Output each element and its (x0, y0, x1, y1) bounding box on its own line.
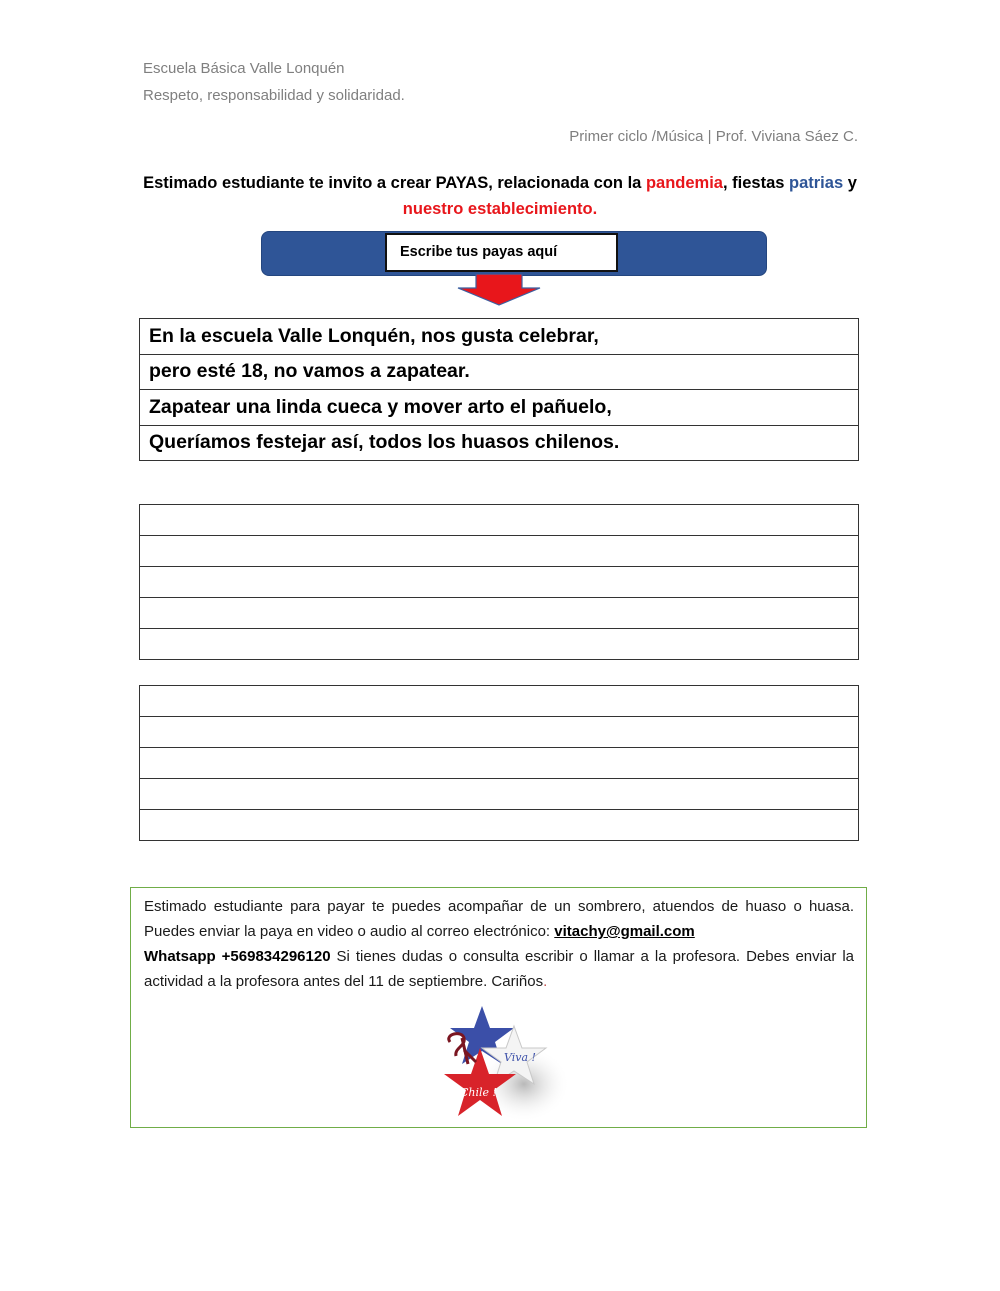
table-row (140, 425, 859, 461)
email-link[interactable]: vitachy@gmail.com (554, 923, 695, 940)
table-row (140, 810, 859, 841)
table-row (140, 686, 859, 717)
table-row (140, 629, 859, 660)
intro-y: y (843, 174, 857, 192)
chile-text: Chile ! (460, 1086, 497, 1099)
school-motto: Respeto, responsabilidad y solidaridad. (143, 87, 405, 104)
table-row (140, 505, 859, 536)
course-info: Primer ciclo /Música | Prof. Viviana Sáez C. (569, 128, 858, 145)
table-row (140, 779, 859, 810)
paya-line: Queríamos festejar así, todos los huasos chilenos. (140, 425, 859, 461)
table-row (140, 748, 859, 779)
note-text-2: Si tienes dudas o consulta escribir o llamar a la profesora. Debes enviar la actividad a la profesora antes del 11 de septiembre. Cariños (144, 948, 854, 990)
answer-line[interactable] (140, 629, 859, 660)
answer-line[interactable] (140, 505, 859, 536)
paya-line: En la escuela Valle Lonquén, nos gusta celebrar, (140, 319, 859, 355)
banner-label: Escribe tus payas aquí (385, 233, 618, 272)
table-row (140, 598, 859, 629)
word-establecimiento: nuestro establecimiento. (402, 200, 598, 218)
intro-text-2: , fiestas (722, 174, 790, 192)
viva-text: Viva ! (504, 1051, 536, 1064)
table-row (140, 390, 859, 426)
note-period: . (543, 973, 548, 990)
table-row (140, 354, 859, 390)
answer-line[interactable] (140, 598, 859, 629)
note-text-1: Estimado estudiante para payar te puedes acompañar de un sombrero, atuendos de huaso o huasa. Puedes enviar la paya en video o audio al correo electrónico: (144, 898, 854, 940)
example-paya-table (139, 318, 859, 461)
word-patrias: patrias (789, 174, 844, 192)
paya-line: pero esté 18, no vamos a zapatear. (140, 354, 859, 390)
table-row (140, 717, 859, 748)
table-row (140, 536, 859, 567)
table-row (140, 567, 859, 598)
down-arrow-icon (456, 274, 542, 306)
paya-answer-table-1 (139, 504, 859, 660)
viva-chile-stars-image (432, 1004, 572, 1124)
table-row (140, 319, 859, 355)
school-name: Escuela Básica Valle Lonquén (143, 60, 345, 77)
word-pandemia: pandemia (645, 174, 723, 192)
instructions-heading (140, 170, 860, 222)
paya-line: Zapatear una linda cueca y mover arto el pañuelo, (140, 390, 859, 426)
whatsapp-number: Whatsapp +569834296120 (144, 948, 331, 965)
answer-line[interactable] (140, 686, 859, 717)
note-text (144, 894, 854, 994)
answer-line[interactable] (140, 748, 859, 779)
answer-line[interactable] (140, 779, 859, 810)
answer-line[interactable] (140, 717, 859, 748)
answer-line[interactable] (140, 567, 859, 598)
paya-answer-table-2 (139, 685, 859, 841)
answer-line[interactable] (140, 810, 859, 841)
answer-line[interactable] (140, 536, 859, 567)
intro-text: Estimado estudiante te invito a crear PAYAS, relacionada con la (143, 174, 646, 192)
